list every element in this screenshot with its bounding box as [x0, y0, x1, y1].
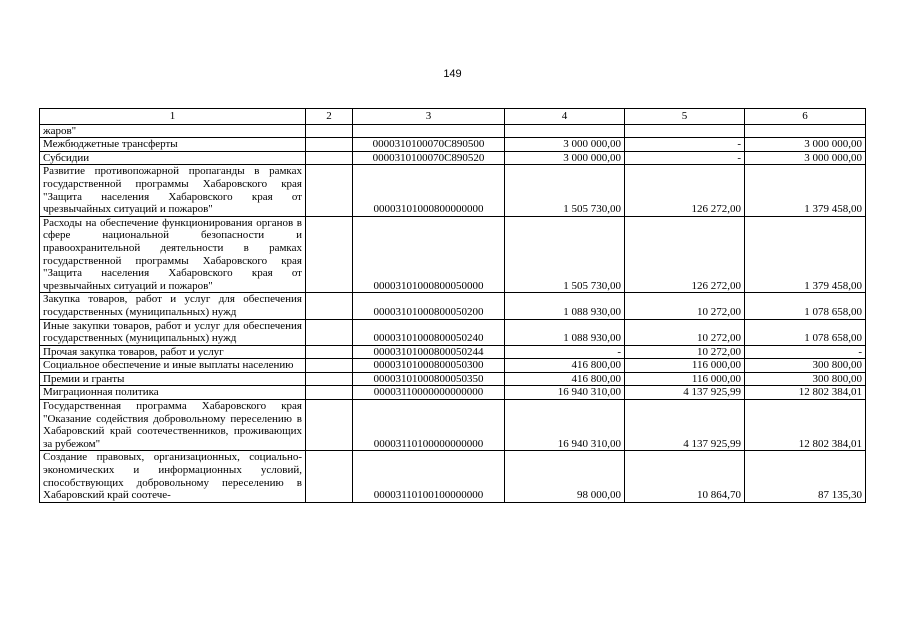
- row-value-4: 416 800,00: [505, 372, 625, 386]
- row-value-6: 1 379 458,00: [745, 165, 866, 216]
- row-value-4: 1 088 930,00: [505, 319, 625, 345]
- row-value-5: -: [625, 151, 745, 165]
- row-value-5: 126 272,00: [625, 165, 745, 216]
- row-code: 00003110100000000000: [353, 400, 505, 451]
- row-name: Миграционная политика: [40, 386, 306, 400]
- row-value-5: 10 864,70: [625, 451, 745, 502]
- row-code: 00003101000800050240: [353, 319, 505, 345]
- table-row: [40, 451, 866, 502]
- row-value-5: 4 137 925,99: [625, 386, 745, 400]
- row-value-5: -: [625, 138, 745, 152]
- table-row: [40, 151, 866, 165]
- row-value-4: 3 000 000,00: [505, 151, 625, 165]
- header-col-3: 3: [353, 109, 505, 125]
- row-name: Развитие противопожарной пропаганды в рамках государственной программы Хабаровского края "Защита населения Хабаровского края от чрезвычайных ситуаций и пожаров": [40, 165, 306, 216]
- row-value-6: 12 802 384,01: [745, 386, 866, 400]
- row-value-4: [505, 124, 625, 138]
- table-body: [40, 124, 866, 502]
- table-row: [40, 293, 866, 319]
- row-col2: [306, 124, 353, 138]
- header-row: [40, 109, 866, 125]
- row-col2: [306, 359, 353, 373]
- row-value-4: 1 505 730,00: [505, 216, 625, 293]
- row-value-6: 87 135,30: [745, 451, 866, 502]
- row-value-6: 1 078 658,00: [745, 293, 866, 319]
- row-value-5: 10 272,00: [625, 345, 745, 359]
- row-value-5: 126 272,00: [625, 216, 745, 293]
- table-row: [40, 319, 866, 345]
- row-name: Создание правовых, организационных, социально-экономических и информационных условий, способствующих добровольному переселению в Хабаровский край соотече-: [40, 451, 306, 502]
- table-row: [40, 359, 866, 373]
- row-code: 00003110000000000000: [353, 386, 505, 400]
- page-number: 149: [443, 68, 462, 80]
- header-col-2: 2: [306, 109, 353, 125]
- header-col-4: 4: [505, 109, 625, 125]
- table-row: [40, 386, 866, 400]
- table-row: [40, 345, 866, 359]
- row-col2: [306, 138, 353, 152]
- row-value-5: 10 272,00: [625, 293, 745, 319]
- row-value-4: 1 088 930,00: [505, 293, 625, 319]
- header-col-5: 5: [625, 109, 745, 125]
- row-col2: [306, 151, 353, 165]
- row-code: 0000310100070C890520: [353, 151, 505, 165]
- row-value-4: -: [505, 345, 625, 359]
- row-value-6: 300 800,00: [745, 359, 866, 373]
- row-name: Субсидии: [40, 151, 306, 165]
- row-value-6: 12 802 384,01: [745, 400, 866, 451]
- row-value-6: [745, 124, 866, 138]
- row-name: Межбюджетные трансферты: [40, 138, 306, 152]
- row-value-4: 3 000 000,00: [505, 138, 625, 152]
- row-name: Закупка товаров, работ и услуг для обеспечения государственных (муниципальных) нужд: [40, 293, 306, 319]
- row-value-6: 300 800,00: [745, 372, 866, 386]
- header-col-6: 6: [745, 109, 866, 125]
- row-value-6: 3 000 000,00: [745, 151, 866, 165]
- row-name: Иные закупки товаров, работ и услуг для обеспечения государственных (муниципальных) нужд: [40, 319, 306, 345]
- row-value-6: 1 379 458,00: [745, 216, 866, 293]
- row-col2: [306, 386, 353, 400]
- row-col2: [306, 372, 353, 386]
- row-name: Премии и гранты: [40, 372, 306, 386]
- budget-table: [39, 108, 866, 503]
- row-code: 00003101000800050000: [353, 216, 505, 293]
- row-col2: [306, 165, 353, 216]
- table-row: [40, 400, 866, 451]
- row-code: 0000310100070C890500: [353, 138, 505, 152]
- table-header: [40, 109, 866, 125]
- row-code: 00003101000800050244: [353, 345, 505, 359]
- row-value-4: 1 505 730,00: [505, 165, 625, 216]
- row-value-5: [625, 124, 745, 138]
- row-name: Социальное обеспечение и иные выплаты населению: [40, 359, 306, 373]
- row-name: Государственная программа Хабаровского края "Оказание содействия добровольному переселению в Хабаровский край соотечественников, проживающих за рубежом": [40, 400, 306, 451]
- row-value-6: -: [745, 345, 866, 359]
- row-value-4: 416 800,00: [505, 359, 625, 373]
- row-value-5: 116 000,00: [625, 372, 745, 386]
- row-value-4: 16 940 310,00: [505, 400, 625, 451]
- row-value-4: 16 940 310,00: [505, 386, 625, 400]
- row-col2: [306, 293, 353, 319]
- row-value-6: 3 000 000,00: [745, 138, 866, 152]
- row-col2: [306, 319, 353, 345]
- row-col2: [306, 345, 353, 359]
- row-value-6: 1 078 658,00: [745, 319, 866, 345]
- header-col-1: 1: [40, 109, 306, 125]
- row-code: 00003110100100000000: [353, 451, 505, 502]
- table-row: [40, 216, 866, 293]
- row-value-4: 98 000,00: [505, 451, 625, 502]
- row-col2: [306, 216, 353, 293]
- row-col2: [306, 400, 353, 451]
- row-code: 00003101000800000000: [353, 165, 505, 216]
- row-code: 00003101000800050350: [353, 372, 505, 386]
- table-row: [40, 165, 866, 216]
- row-value-5: 116 000,00: [625, 359, 745, 373]
- row-col2: [306, 451, 353, 502]
- table-row: [40, 138, 866, 152]
- row-name: Расходы на обеспечение функционирования органов в сфере национальной безопасности и правоохранительной деятельности в рамках государственной программы Хабаровского края "Защита населения Хабаровского края от чрезвычайных ситуаций и пожаров": [40, 216, 306, 293]
- table-row: [40, 124, 866, 138]
- table-row: [40, 372, 866, 386]
- row-name: Прочая закупка товаров, работ и услуг: [40, 345, 306, 359]
- row-code: 00003101000800050200: [353, 293, 505, 319]
- row-value-5: 4 137 925,99: [625, 400, 745, 451]
- row-name: жаров": [40, 124, 306, 138]
- row-value-5: 10 272,00: [625, 319, 745, 345]
- row-code: [353, 124, 505, 138]
- row-code: 00003101000800050300: [353, 359, 505, 373]
